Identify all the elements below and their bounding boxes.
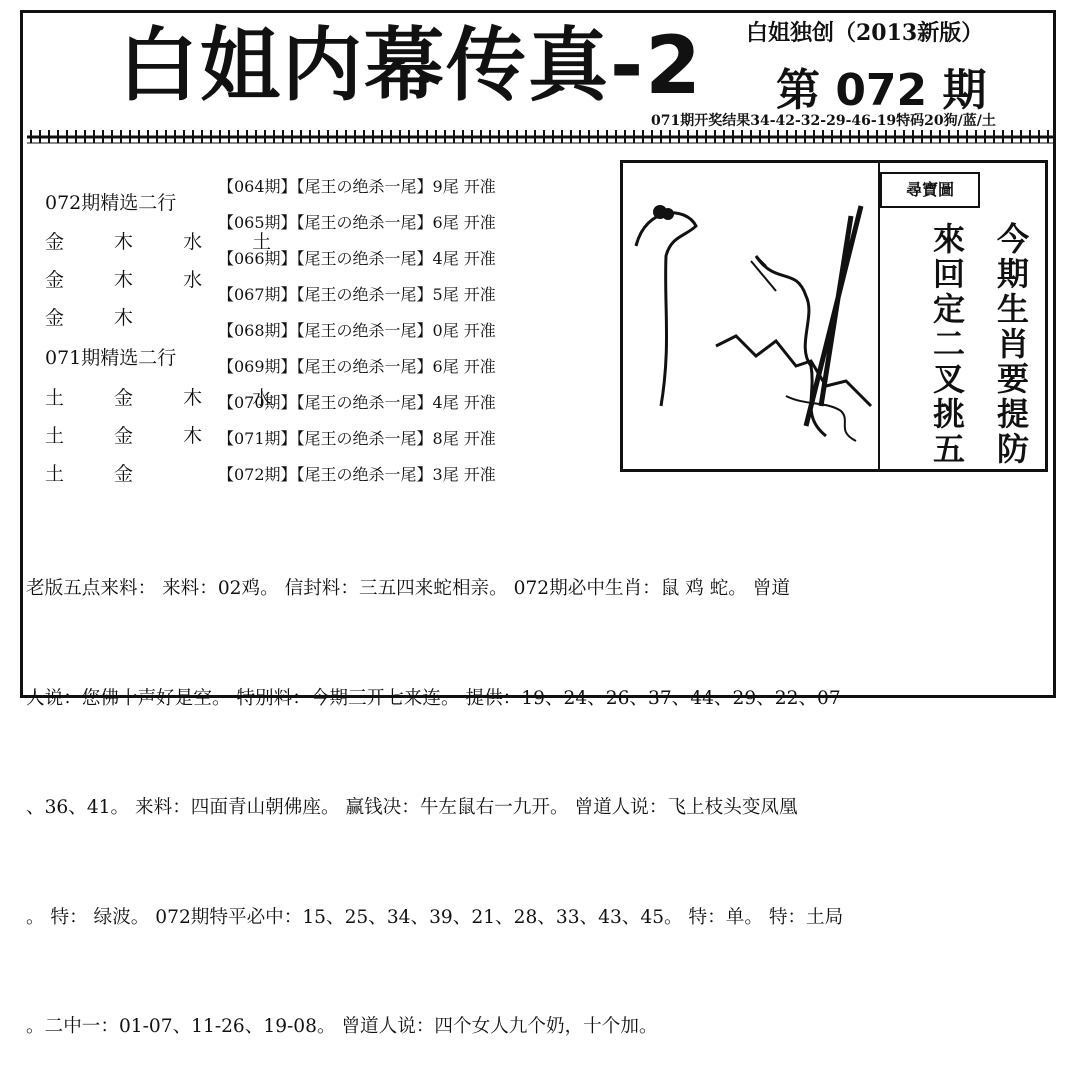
last-result: 071期开奖结果34-42-32-29-46-19特码20狗/蓝/土: [651, 113, 996, 129]
history-row: 【066期】【尾王の绝杀一尾】4尾 开准: [218, 249, 496, 268]
treasure-title: 尋寶圖: [880, 172, 980, 208]
info-line: 。二中一：01-07、11-26、19-08。 曾道人说：四个女人九个奶，十个加。: [26, 1016, 658, 1037]
info-body: [26, 498, 1046, 1082]
treasure-divider: [878, 163, 880, 469]
picks-072-row: 金 木: [45, 307, 156, 329]
info-line: 。 特： 绿波。 072期特平必中：15、25、34、39、21、28、33、43、45。 特：单。 特：土局: [26, 906, 844, 928]
picks-071-row: 土 金 木: [45, 425, 225, 447]
picks-072-title: 072期精选二行: [45, 192, 177, 214]
info-line: 、36、41。 来料：四面青山朝佛座。 赢钱决：牛左鼠右一九开。 曾道人说：飞上枝头变凤凰: [26, 797, 798, 818]
history-row: 【064期】【尾王の绝杀一尾】9尾 开准: [218, 177, 496, 196]
issue-number: 第 072 期: [776, 65, 987, 116]
decorative-divider: [27, 127, 1055, 145]
history-row: 【069期】【尾王の绝杀一尾】6尾 开准: [218, 357, 496, 376]
info-line: 人说：您佛十声好是空。 特别料：今期三开七来连。 提供：19、24、26、37、44、29、22、07: [26, 687, 841, 709]
page-title: 白姐内幕传真-2: [118, 19, 703, 112]
info-line: 老版五点来料： 来料：02鸡。 信封料：三五四来蛇相亲。 072期必中生肖：鼠 鸡 蛇。 曾道: [26, 578, 790, 599]
treasure-verse-line-1: 今期生肖要提防: [992, 222, 1030, 467]
edition-label: 白姐独创（2013新版）: [746, 20, 984, 46]
history-row: 【067期】【尾王の绝杀一尾】5尾 开准: [218, 285, 496, 304]
picks-072-row: 金 木 水 土: [45, 231, 294, 253]
picks-072-row: 金 木 水: [45, 269, 225, 291]
picks-071-title: 071期精选二行: [45, 347, 177, 369]
history-row: 【065期】【尾王の绝杀一尾】6尾 开准: [218, 213, 496, 232]
monkey-illustration: [626, 166, 876, 466]
picks-071-row: 土 金: [45, 463, 156, 485]
picks-071-row: 土 金 木 水: [45, 387, 294, 409]
history-row: 【071期】【尾王の绝杀一尾】8尾 开准: [218, 429, 496, 448]
history-row: 【072期】【尾王の绝杀一尾】3尾 开准: [218, 465, 496, 484]
treasure-verse-line-2: 來回定二叉挑五: [928, 222, 966, 467]
history-row: 【070期】【尾王の绝杀一尾】4尾 开准: [218, 393, 496, 412]
history-row: 【068期】【尾王の绝杀一尾】0尾 开准: [218, 321, 496, 340]
